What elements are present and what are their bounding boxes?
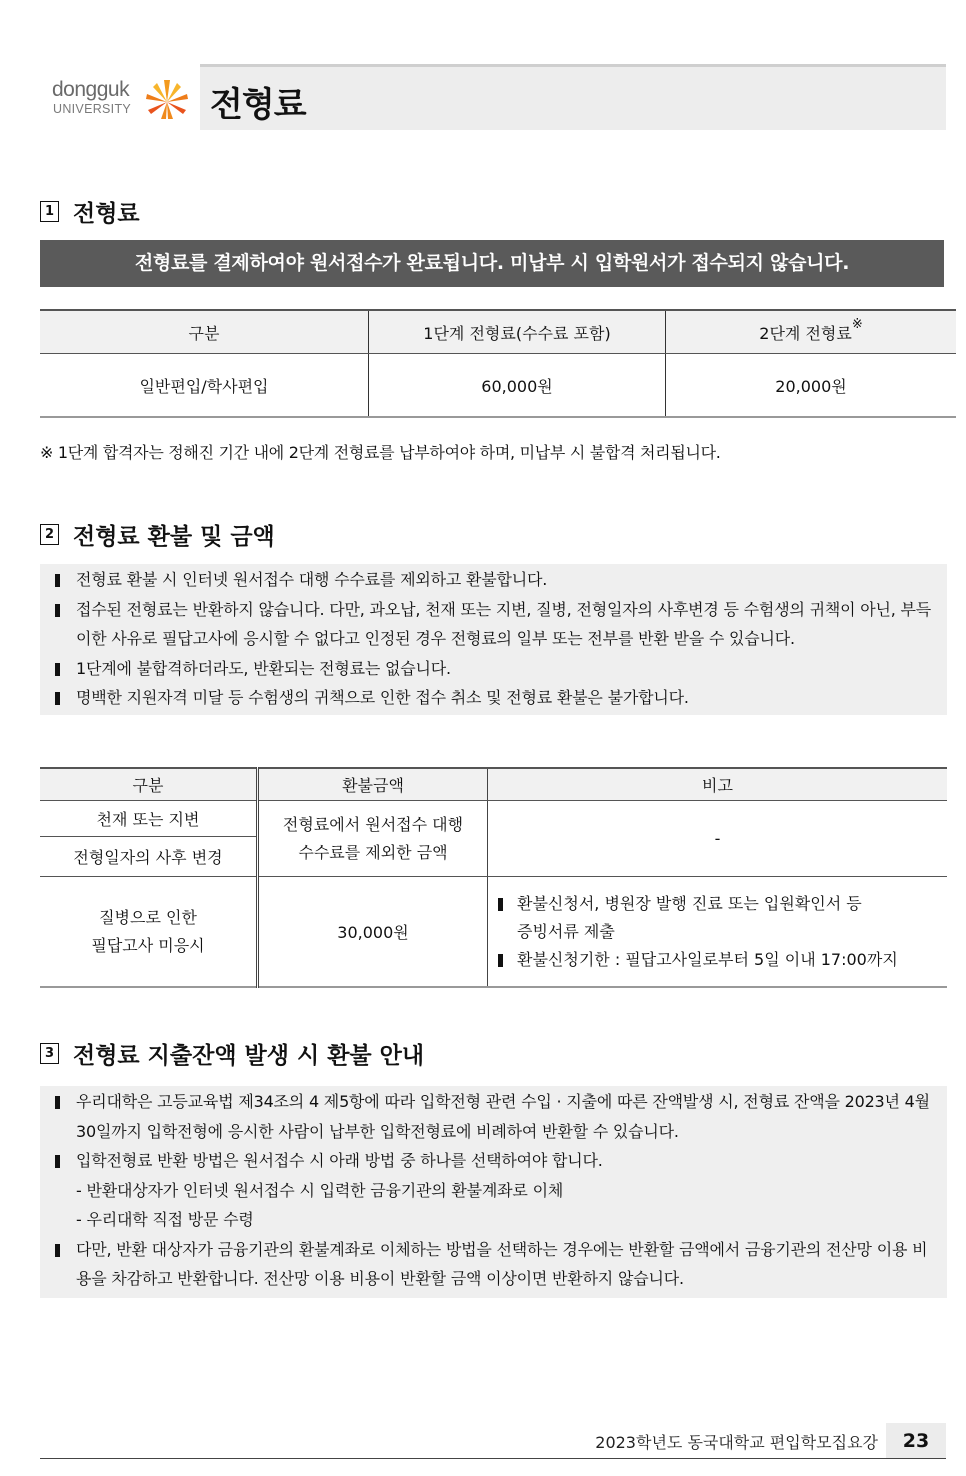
list-item: 전형료 환불 시 인터넷 원서접수 대행 수수료를 제외하고 환불합니다. xyxy=(40,565,947,595)
note-bullet: 환불신청기한 : 필답고사일로부터 5일 이내 17:00까지 xyxy=(489,946,946,974)
list-item: 다만, 반환 대상자가 금융기관의 환불계좌로 이체하는 방법을 선택하는 경우에는 반환할 금액에서 금융기관의 전산망 이용 비용을 차감하고 반환합니다. 전산망 이용 비용이 반환할 금액 이상이면 반환하지 않습니다. xyxy=(40,1235,947,1294)
list-item: 입학전형료 반환 방법은 원서접수 시 아래 방법 중 하나를 선택하여야 합니다. xyxy=(40,1146,947,1176)
lotus-logo-icon xyxy=(144,76,190,120)
table-header-row xyxy=(40,310,956,354)
table-header-row xyxy=(40,768,947,801)
table-header-cell: 구분 xyxy=(40,768,258,801)
table-header-cell: 구분 xyxy=(40,310,369,354)
table-cell: 천재 또는 지변 xyxy=(40,801,258,837)
table-cell: 20,000원 xyxy=(666,354,957,418)
table-header-cell xyxy=(666,310,957,354)
list-item: 명백한 지원자격 미달 등 수험생의 귀책으로 인한 접수 취소 및 전형료 환불은 불가합니다. xyxy=(40,683,947,713)
table-row xyxy=(40,354,956,418)
note-continuation: 증빙서류 제출 xyxy=(517,921,615,941)
table-cell: 일반편입/학사편입 xyxy=(40,354,369,418)
balance-refund-box xyxy=(40,1086,947,1298)
footer-text: 2023학년도 동국대학교 편입학모집요강 xyxy=(595,1433,878,1452)
section-title-1: 전형료 xyxy=(73,201,140,227)
page-title: 전형료 xyxy=(210,85,306,125)
table-cell: 전형일자의 사후 변경 xyxy=(40,837,258,877)
section-number-1: 1 xyxy=(40,201,59,222)
cell-line: 필답고사 미응시 xyxy=(91,935,205,955)
section-title-2: 전형료 환불 및 금액 xyxy=(73,524,275,550)
sub-list-item: - 우리대학 직접 방문 수령 xyxy=(76,1210,254,1229)
table-header-cell: 환불금액 xyxy=(258,768,488,801)
stage2-fee-header: 2단계 전형료 xyxy=(759,323,852,343)
refund-rules-box xyxy=(40,564,947,715)
section-number-3: 3 xyxy=(40,1043,59,1064)
refund-amount-cell: 30,000원 xyxy=(258,877,488,988)
section-heading-2 xyxy=(40,518,275,551)
section-heading-3 xyxy=(40,1037,424,1070)
payment-notice-bar: 전형료를 결제하여야 원서접수가 완료됩니다. 미납부 시 입학원서가 접수되지 않습니다. xyxy=(40,240,944,287)
list-item: 접수된 전형료는 반환하지 않습니다. 다만, 과오납, 천재 또는 지변, 질병, 전형일자의 사후변경 등 수험생의 귀책이 아닌, 부득이한 사유로 필답고사에 응시할 수 없다고 인정된 경우 전형료의 일부 또는 전부를 반환 받을 수 있습니다. xyxy=(40,595,947,654)
refund-table xyxy=(40,767,947,988)
note-cell: - xyxy=(488,801,948,877)
table-header-cell: 1단계 전형료(수수료 포함) xyxy=(369,310,666,354)
refund-amount-line: 수수료를 제외한 금액 xyxy=(298,842,448,862)
table-row xyxy=(40,801,947,837)
note-bullet: 환불신청서, 병원장 발행 진료 또는 입원확인서 등 xyxy=(489,890,946,918)
logo-text-top: dongguk xyxy=(52,78,130,101)
sub-list-item: - 반환대상자가 인터넷 원서접수 시 입력한 금융기관의 환불계좌로 이체 xyxy=(76,1180,564,1200)
table-cell xyxy=(40,877,258,988)
table-header-cell: 비고 xyxy=(488,768,948,801)
reference-mark: ※ xyxy=(851,316,863,332)
section-number-2: 2 xyxy=(40,524,59,545)
page-number: 23 xyxy=(886,1423,946,1459)
refund-amount-line: 전형료에서 원서접수 대행 xyxy=(282,814,464,834)
section-heading-1 xyxy=(40,195,140,228)
section-title-3: 전형료 지출잔액 발생 시 환불 안내 xyxy=(73,1043,425,1069)
list-item: 1단계에 불합격하더라도, 반환되는 전형료는 없습니다. xyxy=(40,654,947,684)
university-logo xyxy=(52,74,192,124)
stage2-footnote: ※ 1단계 합격자는 정해진 기간 내에 2단계 전형료를 납부하여야 하며, 미납부 시 불합격 처리됩니다. xyxy=(40,443,721,462)
header-bar xyxy=(200,64,946,130)
logo-text-bottom: UNIVERSITY xyxy=(53,102,132,116)
table-row xyxy=(40,877,947,988)
fee-table xyxy=(40,309,956,418)
footer-divider xyxy=(40,1458,946,1459)
list-item: 우리대학은 고등교육법 제34조의 4 제5항에 따라 입학전형 관련 수입 · 지출에 따른 잔액발생 시, 전형료 잔액을 2023년 4월 30일까지 입학전형에 응시한 사람이 납부한 입학전형료에 비례하여 반환할 수 있습니다. xyxy=(40,1087,947,1146)
refund-amount-cell xyxy=(258,801,488,877)
cell-line: 질병으로 인한 xyxy=(99,907,197,927)
table-cell: 60,000원 xyxy=(369,354,666,418)
note-cell xyxy=(488,877,948,988)
